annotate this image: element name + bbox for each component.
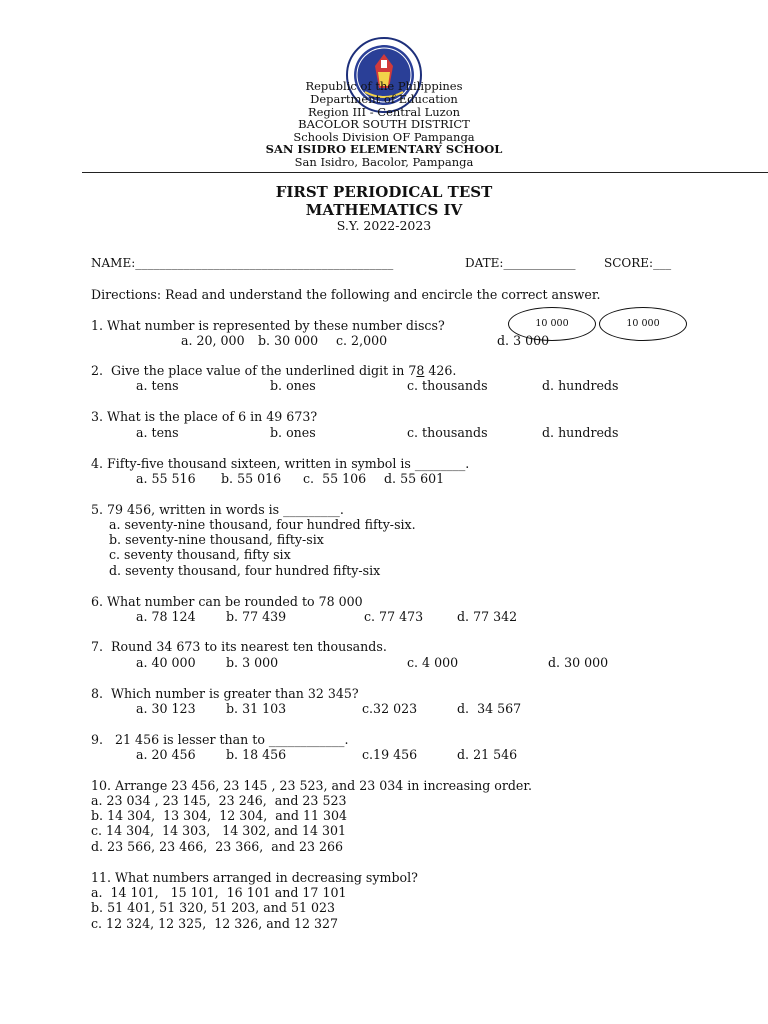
choice[interactable]: c. thousands [407,378,488,393]
choice[interactable]: c. 55 106 [303,471,367,486]
header-division: Schools Division OF Pampanga [293,130,475,144]
question-2-stem [91,363,456,378]
choice[interactable]: b. 77 439 [226,609,287,624]
choice[interactable]: a. 55 516 [136,471,196,486]
choice[interactable]: d. seventy thousand, four hundred fifty-six [109,563,381,578]
choice[interactable]: b. 14 304, 13 304, 12 304, and 11 304 [91,808,348,823]
choice[interactable]: c. 12 324, 12 325, 12 326, and 12 327 [91,916,339,931]
choice[interactable]: c. seventy thousand, fifty six [109,547,291,562]
header-republic: Republic of the Philippines [305,79,463,93]
question-1-stem: 1. What number is represented by these number discs? [91,318,445,333]
choice[interactable]: c. 14 304, 14 303, 14 302, and 14 301 [91,823,347,838]
header-address: San Isidro, Bacolor, Pampanga [294,155,474,169]
choice[interactable]: a. 78 124 [136,609,196,624]
question-7-stem: 7. Round 34 673 to its nearest ten thousands. [91,639,387,654]
underlined-digit: 8 [416,363,425,378]
choice[interactable]: c. thousands [407,425,488,440]
question-4-stem: 4. Fifty-five thousand sixteen, written in symbol is ________. [91,456,470,471]
choice[interactable]: a. 30 123 [136,701,196,716]
choice[interactable]: b. 18 456 [226,747,287,762]
stem-text: 2. Give the place value of the underlined digit in 7 [91,363,417,378]
choice[interactable]: b. seventy-nine thousand, fifty-six [109,532,324,547]
test-title: FIRST PERIODICAL TEST [275,183,493,201]
question-11-stem: 11. What numbers arranged in decreasing symbol? [91,870,418,885]
choice[interactable]: b. ones [270,425,316,440]
subject-title: MATHEMATICS IV [305,201,463,219]
header-department: Department of Education [310,92,458,106]
number-disc: 10 000 [599,307,687,341]
score-field[interactable]: SCORE:___ [604,256,672,270]
choice[interactable]: d. 3 000 [497,333,550,348]
school-year: S.Y. 2022-2023 [336,218,432,233]
question-10-stem: 10. Arrange 23 456, 23 145 , 23 523, and 23 034 in increasing order. [91,778,533,793]
choice[interactable]: a. 14 101, 15 101, 16 101 and 17 101 [91,885,347,900]
choice[interactable]: d. 34 567 [457,701,522,716]
choice[interactable]: a. 20, 000 [181,333,245,348]
choice[interactable]: d. 23 566, 23 466, 23 366, and 23 266 [91,839,344,854]
choice[interactable]: c.32 023 [362,701,418,716]
choice[interactable]: b. 3 000 [226,655,279,670]
choice[interactable]: d. hundreds [542,425,619,440]
date-field[interactable]: DATE:____________ [465,256,576,270]
header-school: SAN ISIDRO ELEMENTARY SCHOOL [265,142,503,156]
header-divider [82,172,768,173]
choice[interactable]: d. 21 546 [457,747,518,762]
stem-text: 426. [424,363,457,378]
choice[interactable]: b. 55 016 [221,471,282,486]
directions: Directions: Read and understand the following and encircle the correct answer. [91,287,601,302]
choice[interactable]: b. ones [270,378,316,393]
choice[interactable]: a. 20 456 [136,747,196,762]
choice[interactable]: b. 51 401, 51 320, 51 203, and 51 023 [91,900,336,915]
choice[interactable]: c. 4 000 [407,655,459,670]
question-3-stem: 3. What is the place of 6 in 49 673? [91,409,318,424]
number-disc: 10 000 [508,307,596,341]
question-5-stem: 5. 79 456, written in words is _________. [91,502,344,517]
header-district: BACOLOR SOUTH DISTRICT [298,117,470,131]
choice[interactable]: d. hundreds [542,378,619,393]
choice[interactable]: c. 2,000 [336,333,388,348]
choice[interactable]: b. 31 103 [226,701,287,716]
choice[interactable]: a. 23 034 , 23 145, 23 246, and 23 523 [91,793,347,808]
choice[interactable]: c. 77 473 [364,609,424,624]
choice[interactable]: c.19 456 [362,747,418,762]
question-8-stem: 8. Which number is greater than 32 345? [91,686,359,701]
question-6-stem: 6. What number can be rounded to 78 000 [91,594,363,609]
choice[interactable]: d. 30 000 [548,655,609,670]
choice[interactable]: b. 30 000 [258,333,319,348]
header-region: Region III - Central Luzon [307,105,461,119]
name-field[interactable]: NAME:___________________________________________ [91,256,394,270]
choice[interactable]: a. tens [136,425,179,440]
choice[interactable]: a. 40 000 [136,655,196,670]
choice[interactable]: a. seventy-nine thousand, four hundred fifty-six. [109,517,416,532]
question-9-stem: 9. 21 456 is lesser than to ____________. [91,732,349,747]
choice[interactable]: d. 55 601 [384,471,445,486]
choice[interactable]: d. 77 342 [457,609,518,624]
choice[interactable]: a. tens [136,378,179,393]
